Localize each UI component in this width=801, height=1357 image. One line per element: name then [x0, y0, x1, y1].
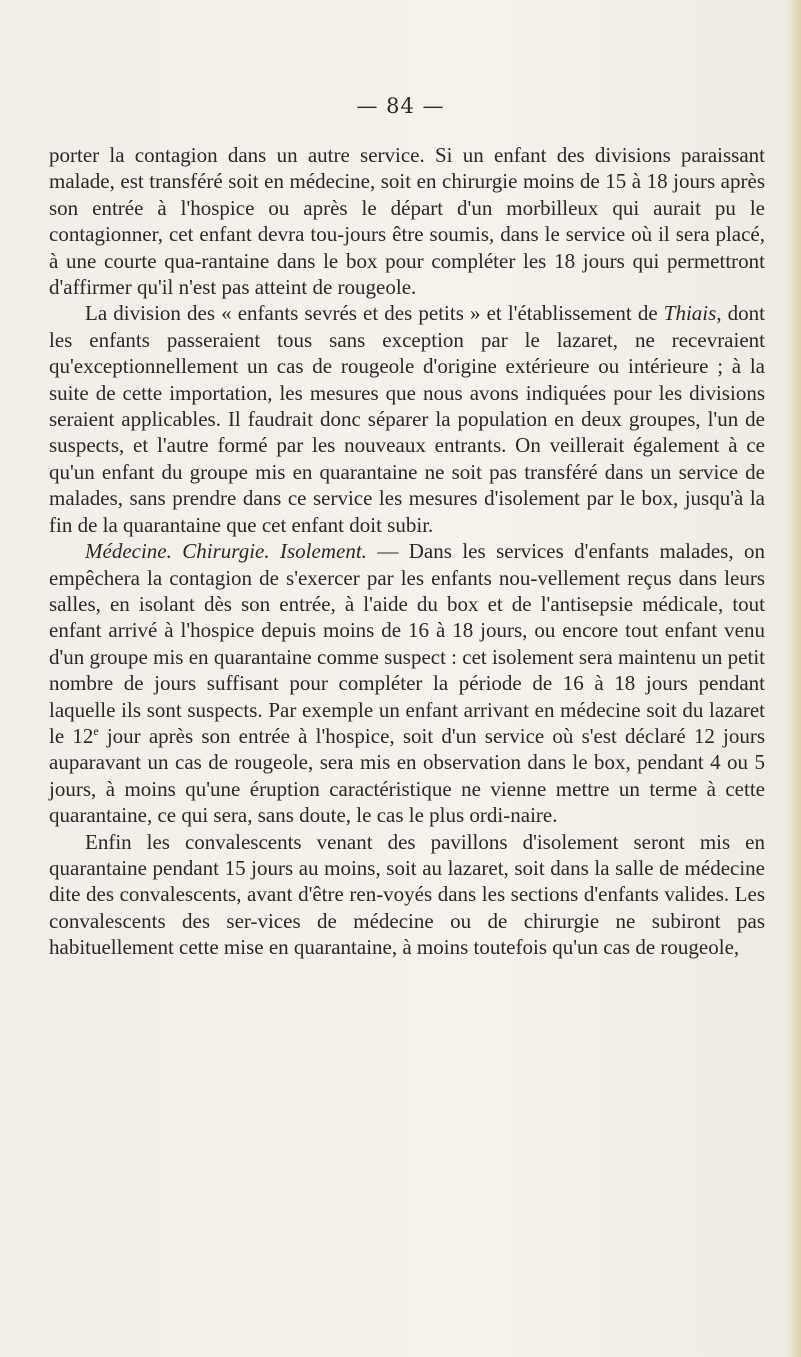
paragraph-3-text-b: jour après son entrée à l'hospice, soit d'un service où s'est déclaré 12 jours auparavant un cas de rougeole, sera mis en observation dans le box, pendant 4 ou 5 jours, à moins qu'une éruption caractéristique ne vienne mettre un terme à cette quarantaine, ce qui sera, sans doute, le cas le plus ordi-naire.: [49, 723, 766, 828]
section-heading: Médecine. Chirurgie. Isolement.: [85, 539, 367, 564]
page-number: — 84 —: [356, 94, 445, 118]
paragraph-3: [49, 538, 765, 828]
paragraph-4: [49, 829, 765, 961]
paragraph-1-text: porter la contagion dans un autre service. Si un enfant des divisions paraissant malade, est transféré soit en médecine, soit en chirurgie moins de 15 à 18 jours après son entrée à l'hospice ou après le départ d'un morbilleux qui aurait pu le contagionner, cet enfant devra tou-jours être soumis, dans le service où il sera placé, à une courte qua-rantaine dans le box pour compléter les 18 jours qui permettront d'affirmer qu'il n'est pas atteint de rougeole.: [49, 143, 765, 300]
paragraph-3-text-a: — Dans les services d'enfants malades, on empêchera la contagion de s'exercer par les enfants nou-vellement reçus dans leurs salles, en isolant dès son entrée, à l'aide du box et de l'antisepsie médicale, tout enfant arrivé à l'hospice depuis moins de 16 à 18 jours, ou encore tout enfant venu d'un groupe mis en quarantaine comme suspect : cet isolement sera maintenu un petit nombre de jours suffisant pour compléter la période de 16 à 18 jours pendant laquelle ils sont suspects. Par exemple un enfant arrivant en médecine soit du lazaret le 12: [49, 539, 765, 748]
paragraph-2: [49, 300, 765, 538]
page-edge: [787, 0, 801, 1357]
paragraph-2-text-a: La division des « enfants sevrés et des petits » et l'établissement de: [85, 301, 664, 326]
body-text: [49, 142, 765, 961]
paragraph-2-text-b: , dont les enfants passeraient tous sans exception par le lazaret, ne recevraient qu'exceptionnellement un cas de rougeole d'origine extérieure ou intérieure ; à la suite de cette importation, les mesures que nous avons indiquées pour les divisions seraient applicables. Il faudrait donc séparer la population en deux groupes, l'un de suspects, et l'autre formé par les nouveaux entrants. On veillerait également à ce qu'un enfant du groupe mis en quarantaine ne soit pas transféré dans un service de malades, sans prendre dans ce service les mesures d'isolement par le box, jusqu'à la fin de la quarantaine que cet enfant doit subir.: [49, 301, 765, 537]
ordinal-superscript: e: [93, 723, 99, 738]
paragraph-4-text: Enfin les convalescents venant des pavillons d'isolement seront mis en quarantaine pendant 15 jours au moins, soit au lazaret, soit dans la salle de médecine dite des convalescents, avant d'être ren-voyés dans les sections d'enfants valides. Les convalescents des ser-vices de médecine ou de chirurgie ne subiront pas habituellement cette mise en quarantaine, à moins toutefois qu'un cas de rougeole,: [49, 829, 765, 960]
place-name-thiais: Thiais: [663, 301, 717, 326]
paragraph-1: [49, 142, 765, 300]
